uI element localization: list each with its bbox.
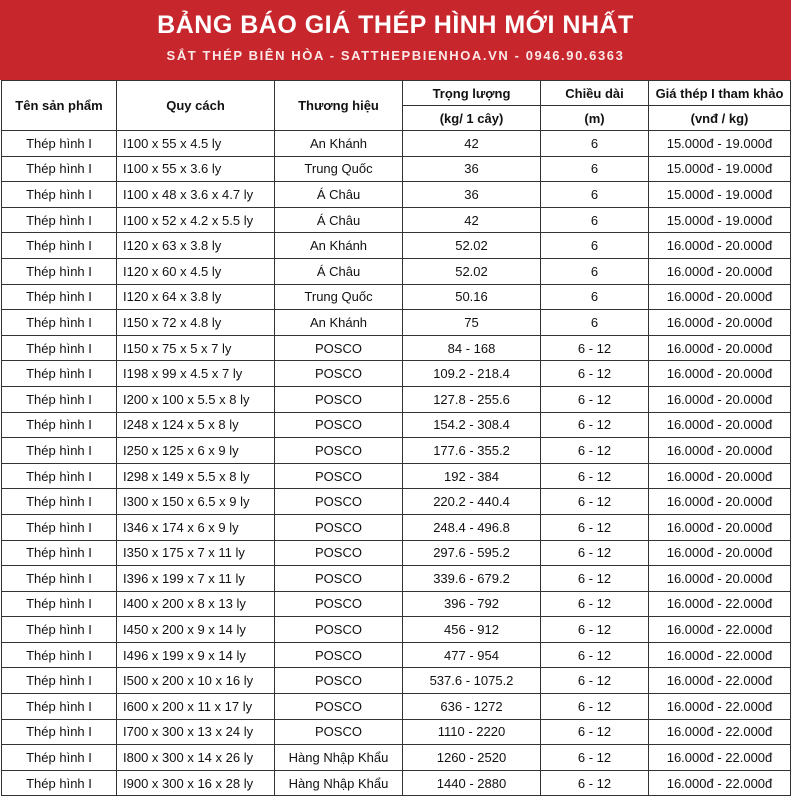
table-row [2,617,791,643]
cell-weight: 297.6 - 595.2 [403,540,541,566]
cell-spec: I100 x 52 x 4.2 x 5.5 ly [117,207,275,233]
cell-spec: I900 x 300 x 16 x 28 ly [117,770,275,796]
cell-product: Thép hình I [2,745,117,771]
cell-product: Thép hình I [2,258,117,284]
cell-product: Thép hình I [2,463,117,489]
cell-brand: POSCO [275,668,403,694]
header-spec: Quy cách [117,81,275,131]
table-body [2,131,791,796]
cell-brand: Hàng Nhập Khẩu [275,745,403,771]
table-row [2,719,791,745]
cell-length: 6 - 12 [541,642,649,668]
cell-price: 15.000đ - 19.000đ [649,182,791,208]
cell-weight: 1260 - 2520 [403,745,541,771]
cell-spec: I400 x 200 x 8 x 13 ly [117,591,275,617]
cell-length: 6 - 12 [541,514,649,540]
cell-length: 6 - 12 [541,668,649,694]
cell-brand: POSCO [275,694,403,720]
cell-brand: POSCO [275,540,403,566]
table-row [2,668,791,694]
cell-brand: POSCO [275,617,403,643]
cell-price: 16.000đ - 20.000đ [649,233,791,259]
table-row [2,463,791,489]
table-row [2,642,791,668]
cell-product: Thép hình I [2,489,117,515]
price-table [1,80,791,796]
cell-price: 16.000đ - 20.000đ [649,514,791,540]
cell-length: 6 [541,207,649,233]
cell-length: 6 - 12 [541,335,649,361]
cell-weight: 537.6 - 1075.2 [403,668,541,694]
cell-brand: POSCO [275,489,403,515]
cell-length: 6 - 12 [541,694,649,720]
cell-weight: 248.4 - 496.8 [403,514,541,540]
cell-weight: 177.6 - 355.2 [403,438,541,464]
table-row [2,233,791,259]
cell-spec: I120 x 64 x 3.8 ly [117,284,275,310]
cell-weight: 42 [403,207,541,233]
cell-product: Thép hình I [2,386,117,412]
cell-length: 6 - 12 [541,463,649,489]
cell-length: 6 - 12 [541,617,649,643]
cell-length: 6 - 12 [541,540,649,566]
cell-price: 15.000đ - 19.000đ [649,207,791,233]
table-row [2,566,791,592]
cell-length: 6 [541,310,649,336]
cell-weight: 220.2 - 440.4 [403,489,541,515]
cell-spec: I250 x 125 x 6 x 9 ly [117,438,275,464]
header-length-unit: (m) [541,106,649,131]
table-row [2,335,791,361]
cell-weight: 84 - 168 [403,335,541,361]
cell-length: 6 - 12 [541,386,649,412]
cell-product: Thép hình I [2,668,117,694]
table-row [2,438,791,464]
cell-brand: POSCO [275,361,403,387]
cell-price: 16.000đ - 22.000đ [649,642,791,668]
cell-price: 16.000đ - 20.000đ [649,361,791,387]
cell-weight: 477 - 954 [403,642,541,668]
page-title: BẢNG BÁO GIÁ THÉP HÌNH MỚI NHẤT [157,11,634,39]
cell-price: 16.000đ - 22.000đ [649,694,791,720]
cell-length: 6 - 12 [541,361,649,387]
cell-weight: 1440 - 2880 [403,770,541,796]
table-row [2,514,791,540]
cell-length: 6 - 12 [541,591,649,617]
cell-price: 16.000đ - 20.000đ [649,386,791,412]
cell-product: Thép hình I [2,335,117,361]
cell-product: Thép hình I [2,284,117,310]
cell-length: 6 - 12 [541,438,649,464]
cell-spec: I198 x 99 x 4.5 x 7 ly [117,361,275,387]
table-row [2,310,791,336]
cell-spec: I150 x 75 x 5 x 7 ly [117,335,275,361]
cell-brand: POSCO [275,386,403,412]
cell-length: 6 - 12 [541,745,649,771]
cell-spec: I298 x 149 x 5.5 x 8 ly [117,463,275,489]
cell-brand: An Khánh [275,233,403,259]
table-row [2,258,791,284]
table-row [2,207,791,233]
cell-product: Thép hình I [2,566,117,592]
table-row [2,182,791,208]
cell-length: 6 - 12 [541,489,649,515]
header-brand: Thương hiệu [275,81,403,131]
cell-weight: 52.02 [403,258,541,284]
cell-price: 16.000đ - 20.000đ [649,310,791,336]
cell-brand: POSCO [275,514,403,540]
cell-product: Thép hình I [2,182,117,208]
cell-price: 16.000đ - 22.000đ [649,591,791,617]
cell-price: 16.000đ - 20.000đ [649,463,791,489]
cell-weight: 42 [403,131,541,157]
cell-spec: I800 x 300 x 14 x 26 ly [117,745,275,771]
header-weight-unit: (kg/ 1 cây) [403,106,541,131]
cell-product: Thép hình I [2,233,117,259]
cell-spec: I700 x 300 x 13 x 24 ly [117,719,275,745]
cell-spec: I300 x 150 x 6.5 x 9 ly [117,489,275,515]
table-row [2,540,791,566]
table-row [2,131,791,157]
cell-brand: POSCO [275,719,403,745]
table-row [2,694,791,720]
header-length: Chiều dài [541,81,649,106]
header-product: Tên sản phẩm [2,81,117,131]
cell-price: 16.000đ - 20.000đ [649,438,791,464]
cell-weight: 36 [403,182,541,208]
cell-length: 6 - 12 [541,566,649,592]
page-subtitle: SẮT THÉP BIÊN HÒA - SATTHEPBIENHOA.VN - 0946.90.6363 [166,48,625,63]
table-row [2,386,791,412]
cell-product: Thép hình I [2,412,117,438]
cell-price: 16.000đ - 20.000đ [649,258,791,284]
cell-brand: POSCO [275,591,403,617]
table-row [2,156,791,182]
header-price-unit: (vnđ / kg) [649,106,791,131]
cell-product: Thép hình I [2,156,117,182]
cell-product: Thép hình I [2,642,117,668]
cell-spec: I200 x 100 x 5.5 x 8 ly [117,386,275,412]
cell-spec: I346 x 174 x 6 x 9 ly [117,514,275,540]
cell-brand: POSCO [275,642,403,668]
cell-weight: 127.8 - 255.6 [403,386,541,412]
cell-brand: POSCO [275,412,403,438]
cell-price: 16.000đ - 22.000đ [649,770,791,796]
cell-weight: 636 - 1272 [403,694,541,720]
cell-weight: 50.16 [403,284,541,310]
cell-product: Thép hình I [2,131,117,157]
cell-price: 16.000đ - 20.000đ [649,335,791,361]
table-row [2,745,791,771]
cell-spec: I350 x 175 x 7 x 11 ly [117,540,275,566]
cell-length: 6 [541,131,649,157]
cell-price: 16.000đ - 20.000đ [649,412,791,438]
header-banner [0,0,791,80]
cell-brand: Á Châu [275,258,403,284]
cell-weight: 192 - 384 [403,463,541,489]
cell-product: Thép hình I [2,438,117,464]
header-price: Giá thép I tham khảo [649,81,791,106]
cell-weight: 339.6 - 679.2 [403,566,541,592]
cell-product: Thép hình I [2,694,117,720]
cell-weight: 1110 - 2220 [403,719,541,745]
cell-price: 16.000đ - 20.000đ [649,566,791,592]
cell-length: 6 [541,258,649,284]
cell-spec: I120 x 63 x 3.8 ly [117,233,275,259]
cell-length: 6 [541,233,649,259]
cell-spec: I396 x 199 x 7 x 11 ly [117,566,275,592]
cell-price: 16.000đ - 20.000đ [649,284,791,310]
cell-price: 16.000đ - 22.000đ [649,745,791,771]
cell-brand: POSCO [275,438,403,464]
cell-price: 16.000đ - 22.000đ [649,668,791,694]
cell-weight: 75 [403,310,541,336]
cell-price: 16.000đ - 20.000đ [649,489,791,515]
cell-weight: 52.02 [403,233,541,259]
cell-brand: Á Châu [275,182,403,208]
cell-brand: Á Châu [275,207,403,233]
cell-weight: 456 - 912 [403,617,541,643]
table-row [2,361,791,387]
cell-spec: I100 x 55 x 4.5 ly [117,131,275,157]
cell-length: 6 [541,284,649,310]
cell-brand: POSCO [275,335,403,361]
cell-brand: Hàng Nhập Khẩu [275,770,403,796]
cell-brand: POSCO [275,463,403,489]
cell-weight: 396 - 792 [403,591,541,617]
cell-spec: I100 x 55 x 3.6 ly [117,156,275,182]
cell-product: Thép hình I [2,617,117,643]
cell-brand: POSCO [275,566,403,592]
cell-product: Thép hình I [2,719,117,745]
cell-price: 15.000đ - 19.000đ [649,131,791,157]
cell-spec: I248 x 124 x 5 x 8 ly [117,412,275,438]
cell-spec: I150 x 72 x 4.8 ly [117,310,275,336]
header-weight: Trọng lượng [403,81,541,106]
table-row [2,284,791,310]
cell-price: 16.000đ - 20.000đ [649,540,791,566]
cell-brand: Trung Quốc [275,284,403,310]
cell-spec: I500 x 200 x 10 x 16 ly [117,668,275,694]
cell-length: 6 - 12 [541,412,649,438]
cell-length: 6 [541,182,649,208]
table-row [2,770,791,796]
cell-spec: I450 x 200 x 9 x 14 ly [117,617,275,643]
cell-length: 6 [541,156,649,182]
table-row [2,591,791,617]
cell-product: Thép hình I [2,540,117,566]
cell-price: 16.000đ - 22.000đ [649,617,791,643]
cell-price: 15.000đ - 19.000đ [649,156,791,182]
cell-weight: 36 [403,156,541,182]
cell-product: Thép hình I [2,361,117,387]
cell-brand: An Khánh [275,131,403,157]
table-row [2,412,791,438]
cell-product: Thép hình I [2,591,117,617]
cell-product: Thép hình I [2,310,117,336]
cell-price: 16.000đ - 22.000đ [649,719,791,745]
cell-spec: I100 x 48 x 3.6 x 4.7 ly [117,182,275,208]
cell-length: 6 - 12 [541,770,649,796]
table-row [2,489,791,515]
cell-spec: I496 x 199 x 9 x 14 ly [117,642,275,668]
cell-weight: 154.2 - 308.4 [403,412,541,438]
cell-spec: I120 x 60 x 4.5 ly [117,258,275,284]
header-row-top [2,81,791,106]
cell-product: Thép hình I [2,207,117,233]
cell-brand: An Khánh [275,310,403,336]
cell-product: Thép hình I [2,514,117,540]
cell-weight: 109.2 - 218.4 [403,361,541,387]
cell-product: Thép hình I [2,770,117,796]
cell-spec: I600 x 200 x 11 x 17 ly [117,694,275,720]
cell-length: 6 - 12 [541,719,649,745]
cell-brand: Trung Quốc [275,156,403,182]
